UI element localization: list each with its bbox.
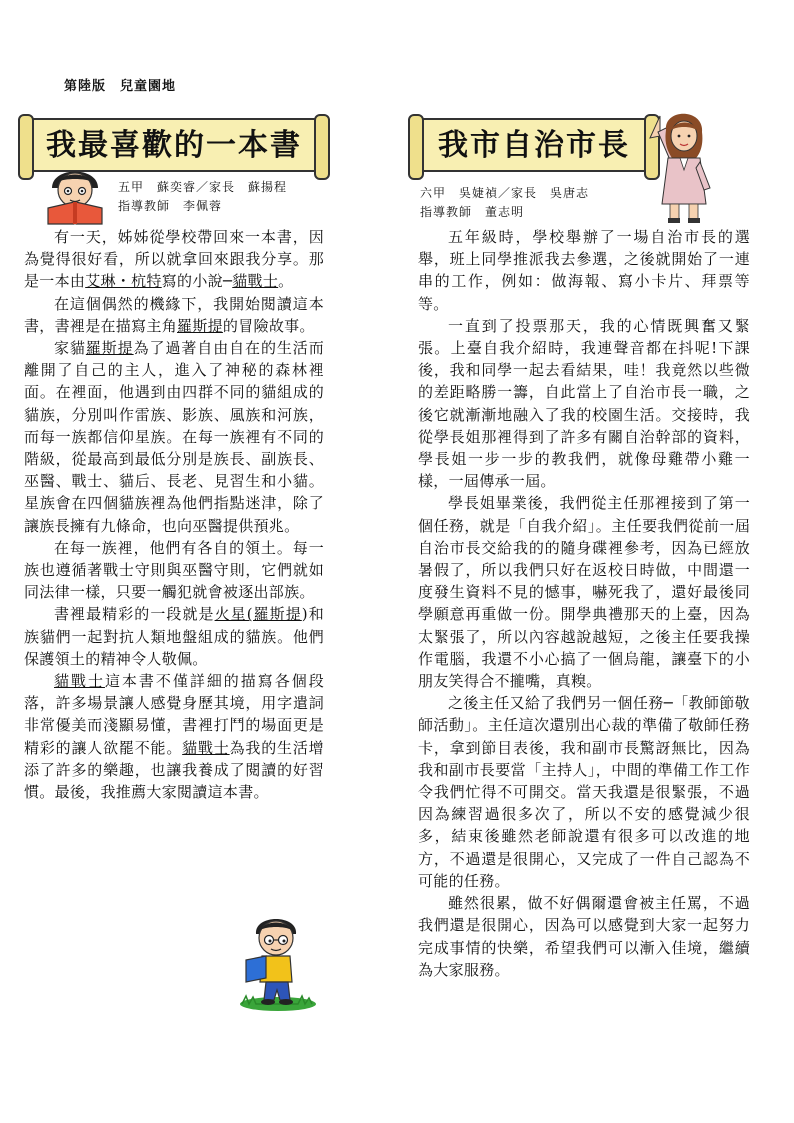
paragraph bbox=[24, 226, 324, 293]
text-run: 之後主任又給了我們另一個任務─「教師節敬師活動」。主任這次還別出心裁的準備了敬師任務卡，拿到節目表後，我和副市長驚訝無比，因為我和副市長要當「主持人」，中間的準備工作工作令我們忙得不可開交。當天我還是很緊張，不過因為練習過很多次了，所以不安的感覺減少很多，結束後雖然老師說還有很多可以改進的地方，不過還是很開心，又完成了一件自己認為不可能的任務。 bbox=[418, 694, 750, 890]
boy-reading-on-grass-illustration bbox=[236, 912, 320, 1012]
underlined-name: 貓戰士 bbox=[232, 272, 279, 291]
article1-body bbox=[24, 226, 324, 803]
article1-byline bbox=[118, 178, 287, 216]
paragraph bbox=[418, 226, 750, 315]
text-run: 雖然很累，做不好偶爾還會被主任罵，不過我們還是很開心，因為可以感覺到大家一起努力完成事情的快樂，希望我們可以漸入佳境，繼續為大家服務。 bbox=[418, 894, 750, 979]
text-run: 書裡最精彩的一段就是 bbox=[54, 605, 215, 624]
text-run: 為了過著自由自在的生活而離開了自己的主人，進入了神秘的森林裡面。在裡面，他遇到由四群不同的貓組成的貓族，分別叫作雷族、影族、風族和河族，而每一族都信仰星族。在每一族裡有不同的階級，從最高到最低分別是族長、副族長、巫醫、戰士、貓后、長老、見習生和小貓。星族會在四個貓族裡為他們指點迷津，除了讓族長擁有九條命，也向巫醫提供預兆。 bbox=[24, 339, 324, 535]
text-run: 學長姐畢業後，我們從主任那裡接到了第一個任務，就是「自我介紹」。主任要我們從前一屆自治市長交給我的的隨身碟裡參考，因為已經放暑假了，所以我們只好在返校日時做，中間還一度發生資料不見的憾事，嚇死我了，還好最後同學願意再重做一份。開學典禮那天的上臺，因為太緊張了，所以內容越說越短，之後主任要我操作電腦，我還不小心搞了一個烏龍，讓臺下的小朋友笑得合不攏嘴，真糗。 bbox=[418, 494, 750, 691]
underlined-name: 貓戰士 bbox=[182, 738, 230, 757]
article2-teacher: 指導教師 董志明 bbox=[420, 205, 525, 219]
paragraph bbox=[24, 293, 324, 337]
underlined-name: 火星(羅斯提 bbox=[214, 605, 302, 624]
article2-body bbox=[418, 226, 750, 981]
article2-author: 六甲 吳婕禎／家長 吳唐志 bbox=[420, 186, 590, 200]
article2-title-banner bbox=[414, 118, 654, 172]
businesswoman-illustration bbox=[640, 108, 722, 226]
underlined-name: 羅斯提 bbox=[177, 316, 223, 335]
article1-teacher: 指導教師 李佩蓉 bbox=[118, 199, 223, 213]
paragraph bbox=[418, 492, 750, 692]
paragraph bbox=[418, 692, 750, 892]
text-run: 。 bbox=[278, 272, 294, 291]
paragraph bbox=[24, 337, 324, 537]
paragraph bbox=[24, 670, 324, 803]
text-run: 家貓 bbox=[54, 339, 86, 358]
reading-boy-illustration bbox=[40, 160, 110, 226]
text-run: 一直到了投票那天，我的心情既興奮又緊張。上臺自我介紹時，我連聲音都在抖呢!下課後，我和同學一起去看結果，哇！我竟然以些微的差距略勝一籌，自此當上了自治市長一職，之後它就漸漸地融入了我的校園生活。交接時，我從學長姐那裡得到了許多有關自治幹部的資料，學長姐一步一步的教我們，就像母雞帶小雞一樣，一屆傳承一屆。 bbox=[418, 316, 750, 491]
text-run: 五年級時，學校舉辦了一場自治市長的選舉，班上同學推派我去參選，之後就開始了一連串的工作，例如：做海報、寫小卡片、拜票等等。 bbox=[418, 228, 750, 313]
text-run: 寫的小說─ bbox=[161, 272, 233, 291]
paragraph bbox=[24, 603, 324, 670]
section-label: 第陸版 bbox=[64, 79, 107, 94]
text-run: )和族貓們一起對抗人類地盤組成的貓族。他們保護領土的精神令人敬佩。 bbox=[24, 605, 324, 668]
article1-author: 五甲 蘇奕睿／家長 蘇揚程 bbox=[118, 180, 288, 194]
text-run: 為我的生活增添了許多的樂趣，也讓我養成了閱讀的好習慣。最後，我推薦大家閱讀這本書。 bbox=[24, 738, 324, 802]
text-run: 在這個偶然的機緣下，我開始閱讀這本書，書裡是在描寫主角 bbox=[24, 294, 324, 335]
article2-byline bbox=[420, 184, 589, 222]
text-run: 的冒險故事。 bbox=[222, 316, 315, 335]
paragraph bbox=[24, 537, 324, 604]
column-label: 兒童園地 bbox=[120, 79, 177, 94]
article2-title: 我市自治市長 bbox=[438, 128, 630, 163]
text-run: 這本書不僅詳細的描寫各個段落，許多場景讓人感覺身歷其境，用字遣詞非常優美而淺顯易懂，書裡打鬥的場面更是精彩的讓人欲罷不能。 bbox=[24, 672, 325, 757]
underlined-name: 艾琳・杭特 bbox=[85, 272, 162, 291]
article1-title: 我最喜歡的一本書 bbox=[46, 128, 302, 163]
underlined-name: 貓戰士 bbox=[54, 672, 105, 691]
paragraph bbox=[418, 315, 750, 493]
paragraph bbox=[418, 892, 750, 981]
underlined-name: 羅斯提 bbox=[85, 339, 134, 358]
page-header bbox=[64, 75, 176, 94]
text-run: 有一天，姊姊從學校帶回來一本書，因為覺得很好看，所以就拿回來跟我分享。那是一本由 bbox=[24, 228, 324, 291]
text-run: 在每一族裡，他們有各自的領土。每一族也遵循著戰士守則與巫醫守則，它們就如同法律一樣，只要一觸犯就會被逐出部族。 bbox=[24, 538, 324, 602]
